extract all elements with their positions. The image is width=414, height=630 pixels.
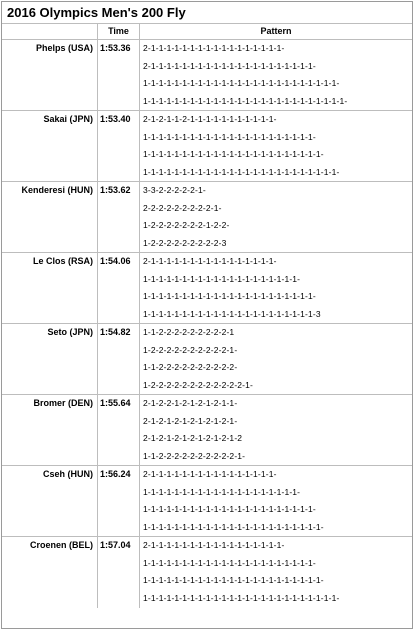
table-row [2,324,412,395]
pattern-cell [140,395,412,465]
swimmer-name: Kenderesi (HUN) [2,182,98,252]
swimmer-name: Sakai (JPN) [2,111,98,181]
pattern-line: 2-1-2-1-1-2-1-1-1-1-1-1-1-1-1-1-1- [143,114,277,124]
header-row [2,24,412,40]
pattern-line: 1-1-1-1-1-1-1-1-1-1-1-1-1-1-1-1-1-1-1-1-1-1-1- [143,521,324,532]
swimmer-name: Cseh (HUN) [2,466,98,536]
pattern-line: 1-1-1-1-1-1-1-1-1-1-1-1-1-1-1-1-1-1-1-1-1-1-1-1-1-1- [143,95,348,106]
swimmer-time: 1:53.40 [98,111,140,181]
pattern-line: 2-1-1-1-1-1-1-1-1-1-1-1-1-1-1-1-1-1-1-1-1-1- [143,60,316,71]
results-table [1,1,413,629]
table-row [2,182,412,253]
pattern-line: 2-1-1-1-1-1-1-1-1-1-1-1-1-1-1-1-1-1- [143,43,285,53]
swimmer-name: Seto (JPN) [2,324,98,394]
pattern-line: 1-2-2-2-2-2-2-2-2-2-2-2-2-1- [143,379,254,390]
pattern-line: 1-1-1-1-1-1-1-1-1-1-1-1-1-1-1-1-1-1-1-1-1-1-1-1-1- [143,166,340,177]
table-body [2,40,412,608]
pattern-line: 1-1-1-1-1-1-1-1-1-1-1-1-1-1-1-1-1-1-1-1-1-1- [143,131,316,142]
swimmer-time: 1:56.24 [98,466,140,536]
pattern-line: 1-1-2-2-2-2-2-2-2-2-2-2- [143,362,238,372]
pattern-cell [140,324,412,394]
pattern-line: 1-1-1-1-1-1-1-1-1-1-1-1-1-1-1-1-1-1-1-1-1-1-3 [143,308,321,319]
pattern-line: 1-1-2-2-2-2-2-2-2-2-2-1 [143,327,235,337]
swimmer-time: 1:57.04 [98,537,140,608]
header-pattern: Pattern [260,26,292,36]
pattern-line: 2-1-2-1-2-1-2-1-2-1-2-1- [143,415,238,426]
table-row [2,537,412,608]
pattern-line: 1-1-1-1-1-1-1-1-1-1-1-1-1-1-1-1-1-1-1-1-1-1-1-1-1- [143,78,340,88]
pattern-line: 3-3-2-2-2-2-2-1- [143,185,206,195]
swimmer-time: 1:54.06 [98,253,140,323]
table-row [2,395,412,466]
pattern-line: 1-1-1-1-1-1-1-1-1-1-1-1-1-1-1-1-1-1-1-1- [143,273,301,284]
swimmer-time: 1:54.82 [98,324,140,394]
pattern-line: 2-1-2-2-1-2-1-2-1-2-1-1- [143,398,238,408]
pattern-line: 1-1-1-1-1-1-1-1-1-1-1-1-1-1-1-1-1-1-1-1-1-1- [143,504,316,514]
pattern-cell [140,253,412,323]
swimmer-name: Croenen (BEL) [2,537,98,608]
pattern-line: 1-1-1-1-1-1-1-1-1-1-1-1-1-1-1-1-1-1-1-1-1-1-1-1-1- [143,592,340,603]
pattern-line: 2-1-1-1-1-1-1-1-1-1-1-1-1-1-1-1-1- [143,256,277,266]
header-time: Time [98,24,140,39]
table-row [2,111,412,182]
swimmer-time: 1:53.36 [98,40,140,110]
pattern-line: 2-1-1-1-1-1-1-1-1-1-1-1-1-1-1-1-1- [143,469,277,479]
pattern-line: 1-1-2-2-2-2-2-2-2-2-2-2-1- [143,450,246,461]
header-name [2,24,98,39]
pattern-line: 2-2-2-2-2-2-2-2-2-1- [143,202,222,213]
pattern-line: 2-1-2-1-2-1-2-1-2-1-2-1-2 [143,433,243,443]
pattern-line: 1-1-1-1-1-1-1-1-1-1-1-1-1-1-1-1-1-1-1-1-1-1-1- [143,149,324,159]
swimmer-time: 1:55.64 [98,395,140,465]
swimmer-name: Phelps (USA) [2,40,98,110]
pattern-line: 1-1-1-1-1-1-1-1-1-1-1-1-1-1-1-1-1-1-1-1-1-1-1- [143,575,324,585]
pattern-line: 1-1-1-1-1-1-1-1-1-1-1-1-1-1-1-1-1-1-1-1-1-1- [143,557,316,568]
swimmer-name: Bromer (DEN) [2,395,98,465]
swimmer-time: 1:53.62 [98,182,140,252]
pattern-cell [140,111,412,181]
pattern-line: 1-1-1-1-1-1-1-1-1-1-1-1-1-1-1-1-1-1-1-1-1-1- [143,291,316,301]
pattern-line: 1-2-2-2-2-2-2-2-2-2-2-1- [143,344,238,355]
pattern-line: 2-1-1-1-1-1-1-1-1-1-1-1-1-1-1-1-1-1- [143,540,285,550]
pattern-cell [140,466,412,536]
swimmer-name: Le Clos (RSA) [2,253,98,323]
table-title: 2016 Olympics Men's 200 Fly [2,2,412,24]
pattern-cell [140,182,412,252]
table-row [2,40,412,111]
table-row [2,466,412,537]
pattern-line: 1-2-2-2-2-2-2-2-2-2-3 [143,237,227,248]
pattern-line: 1-2-2-2-2-2-2-2-1-2-2- [143,220,230,230]
pattern-cell [140,40,412,110]
pattern-line: 1-1-1-1-1-1-1-1-1-1-1-1-1-1-1-1-1-1-1-1- [143,486,301,497]
pattern-cell [140,537,412,608]
table-row [2,253,412,324]
